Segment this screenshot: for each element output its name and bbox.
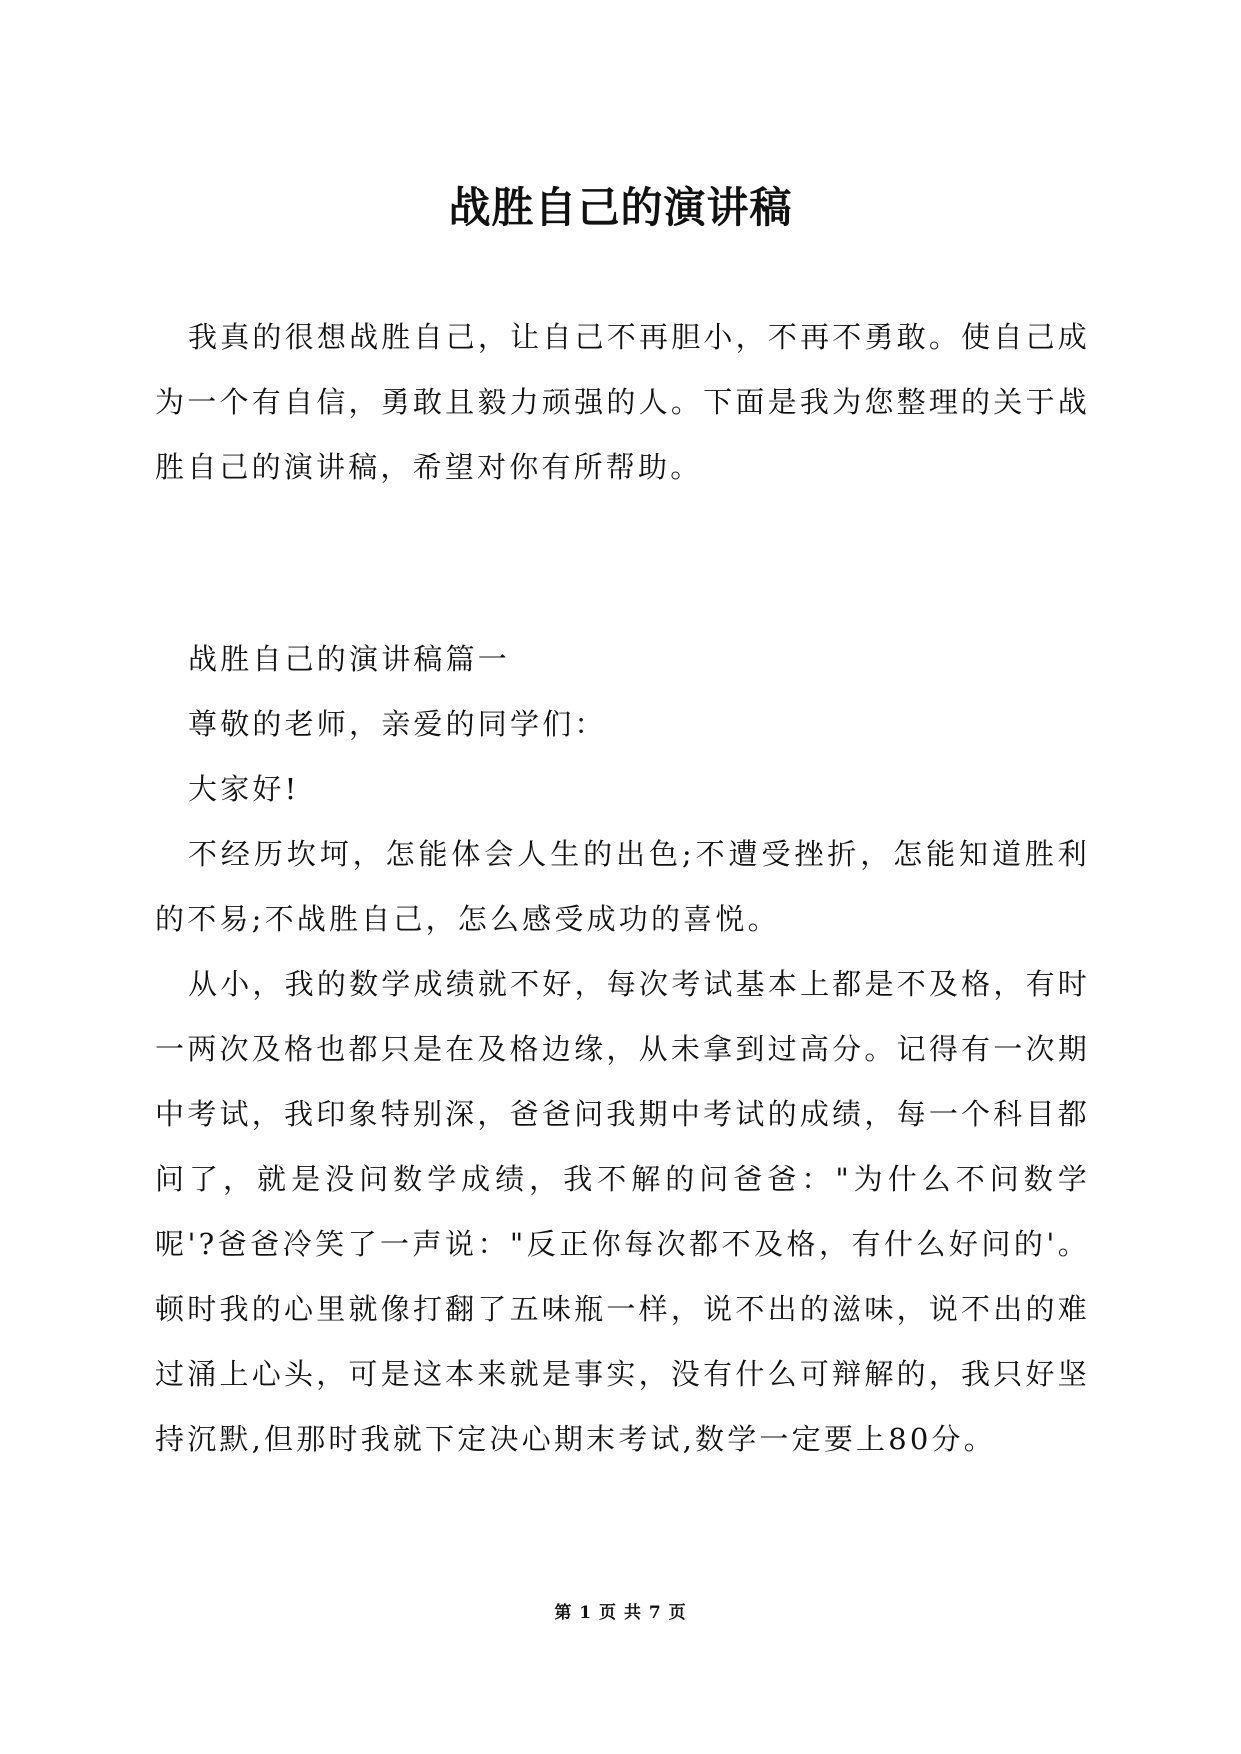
intro-paragraph: 我真的很想战胜自己，让自己不再胆小，不再不勇敢。使自己成为一个有自信，勇敢且毅力顽强的人。下面是我为您整理的关于战胜自己的演讲稿，希望对你有所帮助。 xyxy=(155,320,1090,484)
greeting: 大家好! xyxy=(188,772,300,806)
intro-block xyxy=(155,305,1090,500)
body-paragraph: 不经历坎坷，怎能体会人生的出色;不遭受挫折，怎能知道胜利的不易;不战胜自己，怎么感受成功的喜悦。 xyxy=(155,837,1090,936)
document-title: 战胜自己的演讲稿 xyxy=(448,183,793,232)
section-heading: 战胜自己的演讲稿篇一 xyxy=(188,642,511,676)
body-paragraph: 从小，我的数学成绩就不好，每次考试基本上都是不及格，有时一两次及格也都只是在及格边缘，从未拿到过高分。记得有一次期中考试，我印象特别深，爸爸问我期中考试的成绩，每一个科目都问了，就是没问数学成绩，我不解的问爸爸："为什么不问数学呢'?爸爸冷笑了一声说："反正你每次都不及格，有什么好问的'。顿时我的心里就像打翻了五味瓶一样，说不出的滋味，说不出的难过涌上心头，可是这本来就是事实，没有什么可辩解的，我只好坚持沉默,但那时我就下定决心期末考试,数学一定要上80分。 xyxy=(155,967,1090,1456)
salutation: 尊敬的老师，亲爱的同学们： xyxy=(188,707,607,741)
page-number: 第 1 页 共 7 页 xyxy=(554,1603,687,1623)
article-block xyxy=(155,627,1090,1472)
